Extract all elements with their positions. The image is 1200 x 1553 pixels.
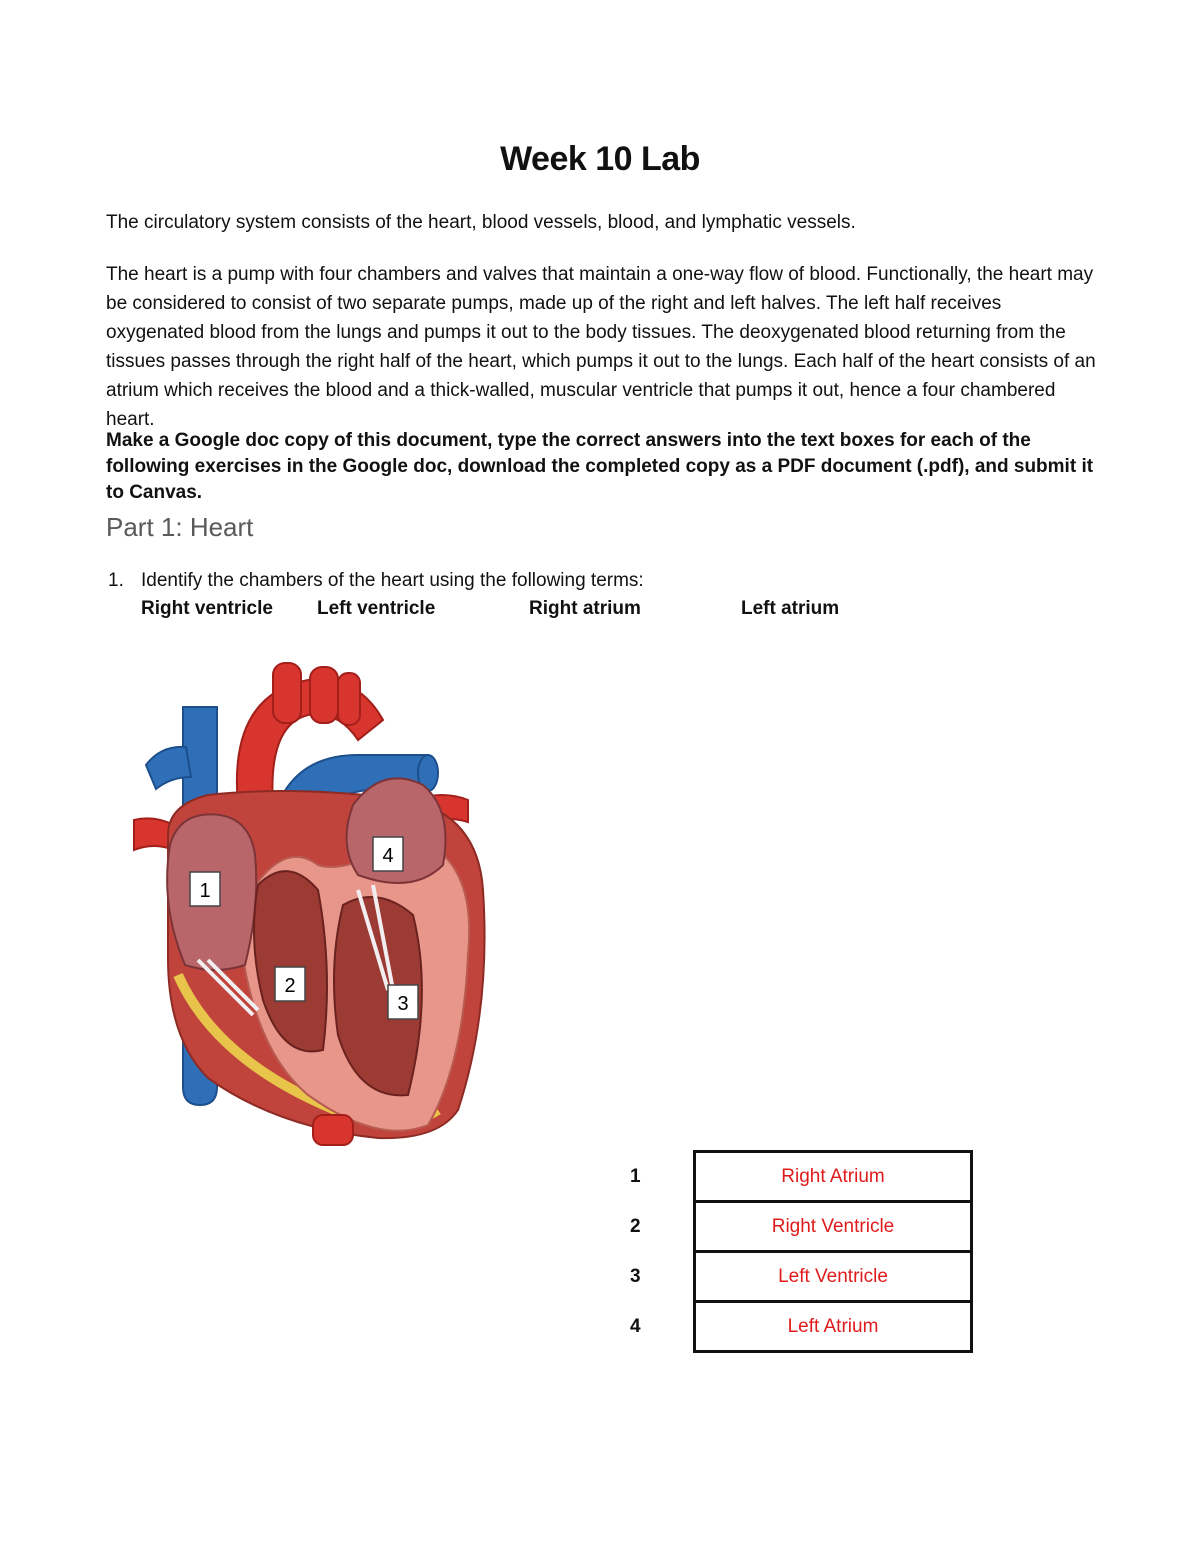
- answer-field[interactable]: Right Atrium: [695, 1152, 972, 1202]
- answer-field[interactable]: Left Ventricle: [695, 1252, 972, 1302]
- question-text: Identify the chambers of the heart using the following terms:: [141, 570, 644, 591]
- label-2: [275, 967, 305, 1001]
- term-left-atrium: Left atrium: [741, 598, 840, 619]
- question-number: 1.: [108, 570, 124, 591]
- answer-field[interactable]: Left Atrium: [695, 1302, 972, 1352]
- answer-field[interactable]: Right Ventricle: [695, 1202, 972, 1252]
- table-row: [610, 1302, 972, 1352]
- svg-text:1: 1: [199, 880, 211, 902]
- heart-diagram: [128, 655, 508, 1150]
- table-row: [610, 1252, 972, 1302]
- answer-number: 1: [630, 1165, 641, 1187]
- term-left-ventricle: Left ventricle: [317, 598, 436, 619]
- part1-heading: Part 1: Heart: [106, 512, 254, 542]
- table-row: [610, 1152, 972, 1202]
- instructions-paragraph: Make a Google doc copy of this document, type the correct answers into the text boxes for each of the following exercises in the Google doc, download the completed copy as a PDF document (.pdf), and submit it to Canvas.: [106, 430, 1094, 503]
- label-4: [373, 837, 403, 871]
- label-3: [388, 985, 418, 1019]
- answer-table: [610, 1150, 973, 1353]
- term-right-ventricle: Right ventricle: [141, 598, 273, 619]
- heart-description-paragraph: The heart is a pump with four chambers and valves that maintain a one-way flow of blood. Functionally, the heart may be considered to consist of two separate pumps, made up of the right and left halves. The left half receives oxygenated blood from the lungs and pumps it out to the body tissues. The deoxygenated blood returning from the tissues passes through the right half of the heart, which pumps it out to the lungs. Each half of the heart consists of an atrium which receives the blood and a thick-walled, muscular ventricle that pumps it out, hence a four chambered heart.: [106, 264, 1096, 430]
- svg-text:4: 4: [382, 845, 394, 867]
- term-right-atrium: Right atrium: [529, 598, 641, 619]
- answer-number: 2: [630, 1215, 641, 1237]
- svg-text:2: 2: [284, 975, 296, 997]
- page-title: Week 10 Lab: [500, 140, 700, 178]
- label-1: [190, 872, 220, 906]
- svg-text:3: 3: [397, 993, 409, 1015]
- table-row: [610, 1202, 972, 1252]
- answer-number: 4: [630, 1315, 641, 1337]
- answer-number: 3: [630, 1265, 641, 1287]
- intro-paragraph: The circulatory system consists of the heart, blood vessels, blood, and lymphatic vessels.: [106, 212, 856, 233]
